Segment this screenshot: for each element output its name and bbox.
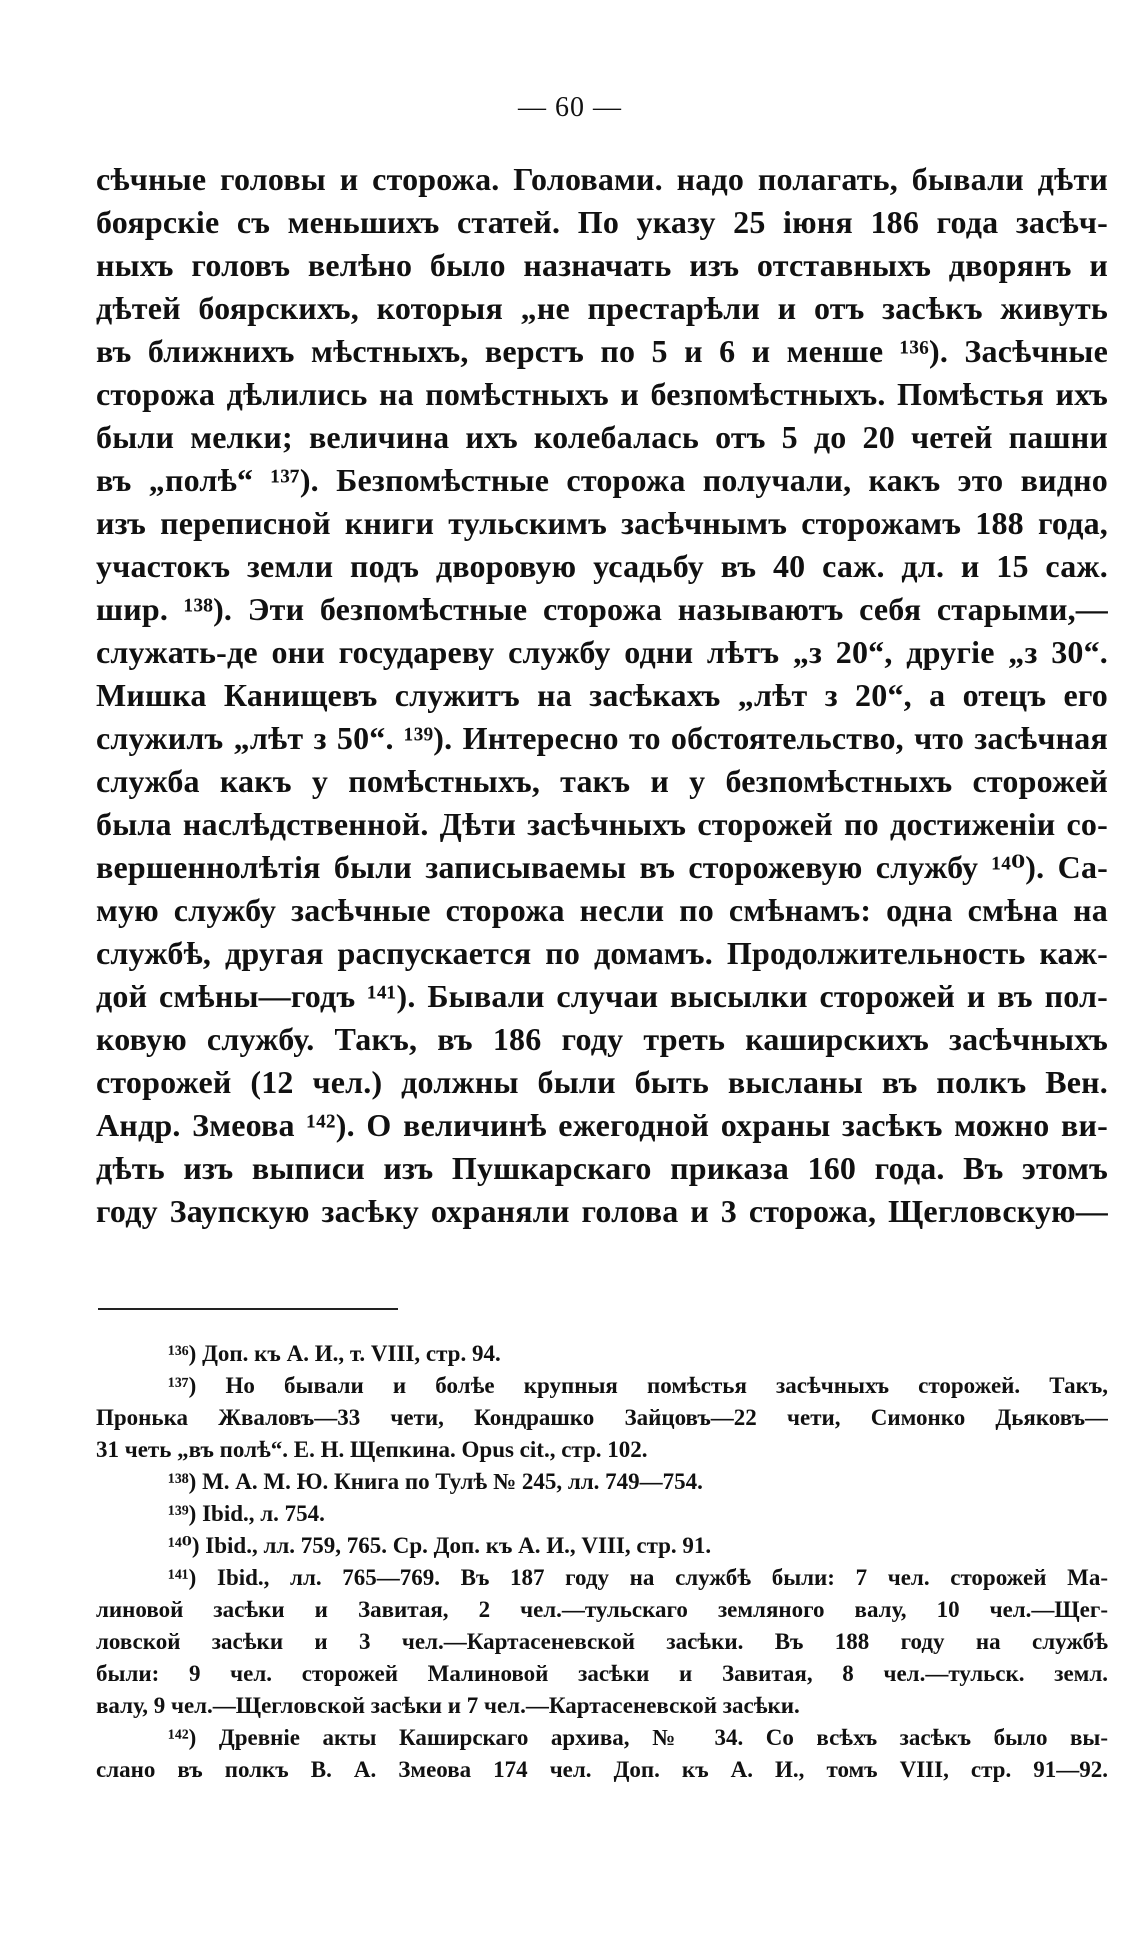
footnote-line: 31 четь „въ полѣ“. Е. Н. Щепкина. Opus cit., стр. 102. xyxy=(96,1437,648,1462)
text-line: Мишка Канищевъ служитъ на засѣкахъ „лѣт з 20“, а отецъ его xyxy=(96,677,1108,713)
main-text xyxy=(96,158,1108,1233)
text-line: дѣтей боярскихъ, которыя „не престарѣли и отъ засѣкъ живуть xyxy=(96,290,1108,326)
text-line: служба какъ у помѣстныхъ, такъ и у безпомѣстныхъ сторожей xyxy=(96,763,1108,799)
footnotes xyxy=(96,1338,1108,1786)
footnote-line: были: 9 чел. сторожей Малиновой засѣки и Завитая, 8 чел.—тульск. земл. xyxy=(96,1661,1108,1686)
footnote-line: ¹³⁸) М. А. М. Ю. Книга по Тулѣ № 245, лл. 749—754. xyxy=(168,1469,703,1494)
text-line: служать-де они государеву службу одни лѣтъ „з 20“, другіе „з 30“. xyxy=(96,634,1108,670)
footnote-line: Пронька Жваловъ—33 чети, Кондрашко Зайцовъ—22 чети, Симонко Дьяковъ— xyxy=(96,1405,1108,1430)
text-line: въ ближнихъ мѣстныхъ, верстъ по 5 и 6 и менше ¹³⁶). Засѣчные xyxy=(96,333,1108,369)
footnote-divider xyxy=(98,1308,398,1310)
text-line: сторожа дѣлились на помѣстныхъ и безпомѣстныхъ. Помѣстья ихъ xyxy=(96,376,1108,412)
text-line: сѣчные головы и сторожа. Головами. надо полагать, бывали дѣти xyxy=(96,161,1108,197)
footnote-line: ¹⁴²) Древніе акты Каширскаго архива, № 34. Со всѣхъ засѣкъ было вы- xyxy=(168,1725,1108,1750)
text-line: въ „полѣ“ ¹³⁷). Безпомѣстные сторожа получали, какъ это видно xyxy=(96,462,1108,498)
text-line: служилъ „лѣт з 50“. ¹³⁹). Интересно то обстоятельство, что засѣчная xyxy=(96,720,1108,756)
footnote-line: ¹⁴¹) Ibid., лл. 765—769. Въ 187 году на службѣ были: 7 чел. сторожей Ма- xyxy=(168,1565,1108,1590)
text-line: сторожей (12 чел.) должны были быть высланы въ полкъ Вен. xyxy=(96,1064,1108,1100)
text-line: дой смѣны—годъ ¹⁴¹). Бывали случаи высылки сторожей и въ пол- xyxy=(96,978,1108,1014)
footnote-line: ¹³⁷) Но бывали и болѣе крупныя помѣстья засѣчныхъ сторожей. Такъ, xyxy=(168,1373,1108,1398)
text-line: дѣть изъ выписи изъ Пушкарскаго приказа 160 года. Въ этомъ xyxy=(96,1150,1108,1186)
text-line: боярскіе съ меньшихъ статей. По указу 25 іюня 186 года засѣч- xyxy=(96,204,1108,240)
text-line: изъ переписной книги тульскимъ засѣчнымъ сторожамъ 188 года, xyxy=(96,505,1108,541)
text-line: вершеннолѣтія были записываемы въ сторожевую службу ¹⁴⁰). Са- xyxy=(96,849,1108,885)
text-line: шир. ¹³⁸). Эти безпомѣстные сторожа называютъ себя старыми,— xyxy=(96,591,1108,627)
footnote-line: ¹³⁶) Доп. къ А. И., т. VIII, стр. 94. xyxy=(168,1341,501,1366)
footnote-line: валу, 9 чел.—Щегловской засѣки и 7 чел.—Картасеневской засѣки. xyxy=(96,1693,800,1718)
footnote-line: слано въ полкъ В. А. Змеова 174 чел. Доп. къ А. И., томъ VIII, стр. 91—92. xyxy=(96,1757,1108,1782)
footnote-line: ловской засѣки и 3 чел.—Картасеневской засѣки. Въ 188 году на службѣ xyxy=(96,1629,1108,1654)
text-line: службѣ, другая распускается по домамъ. Продолжительность каж- xyxy=(96,935,1108,971)
page-number: — 60 — xyxy=(518,92,622,123)
text-line: Андр. Змеова ¹⁴²). О величинѣ ежегодной охраны засѣкъ можно ви- xyxy=(96,1107,1108,1143)
text-line: ныхъ головъ велѣно было назначать изъ отставныхъ дворянъ и xyxy=(96,247,1108,283)
footnote-line: ¹³⁹) Ibid., л. 754. xyxy=(168,1501,325,1526)
footnote-line: линовой засѣки и Завитая, 2 чел.—тульскаго земляного валу, 10 чел.—Щег- xyxy=(96,1597,1108,1622)
text-line: были мелки; величина ихъ колебалась отъ 5 до 20 четей пашни xyxy=(96,419,1108,455)
footnote-line: ¹⁴⁰) Ibid., лл. 759, 765. Ср. Доп. къ А. И., VIII, стр. 91. xyxy=(168,1533,712,1558)
text-line: была наслѣдственной. Дѣти засѣчныхъ сторожей по достиженіи со- xyxy=(96,806,1108,842)
text-line: участокъ земли подъ дворовую усадьбу въ 40 саж. дл. и 15 саж. xyxy=(96,548,1108,584)
text-line: году Заупскую засѣку охраняли голова и 3 сторожа, Щегловскую— xyxy=(96,1193,1108,1229)
text-line: мую службу засѣчные сторожа несли по смѣнамъ: одна смѣна на xyxy=(96,892,1108,928)
text-line: ковую службу. Такъ, въ 186 году треть каширскихъ засѣчныхъ xyxy=(96,1021,1108,1057)
